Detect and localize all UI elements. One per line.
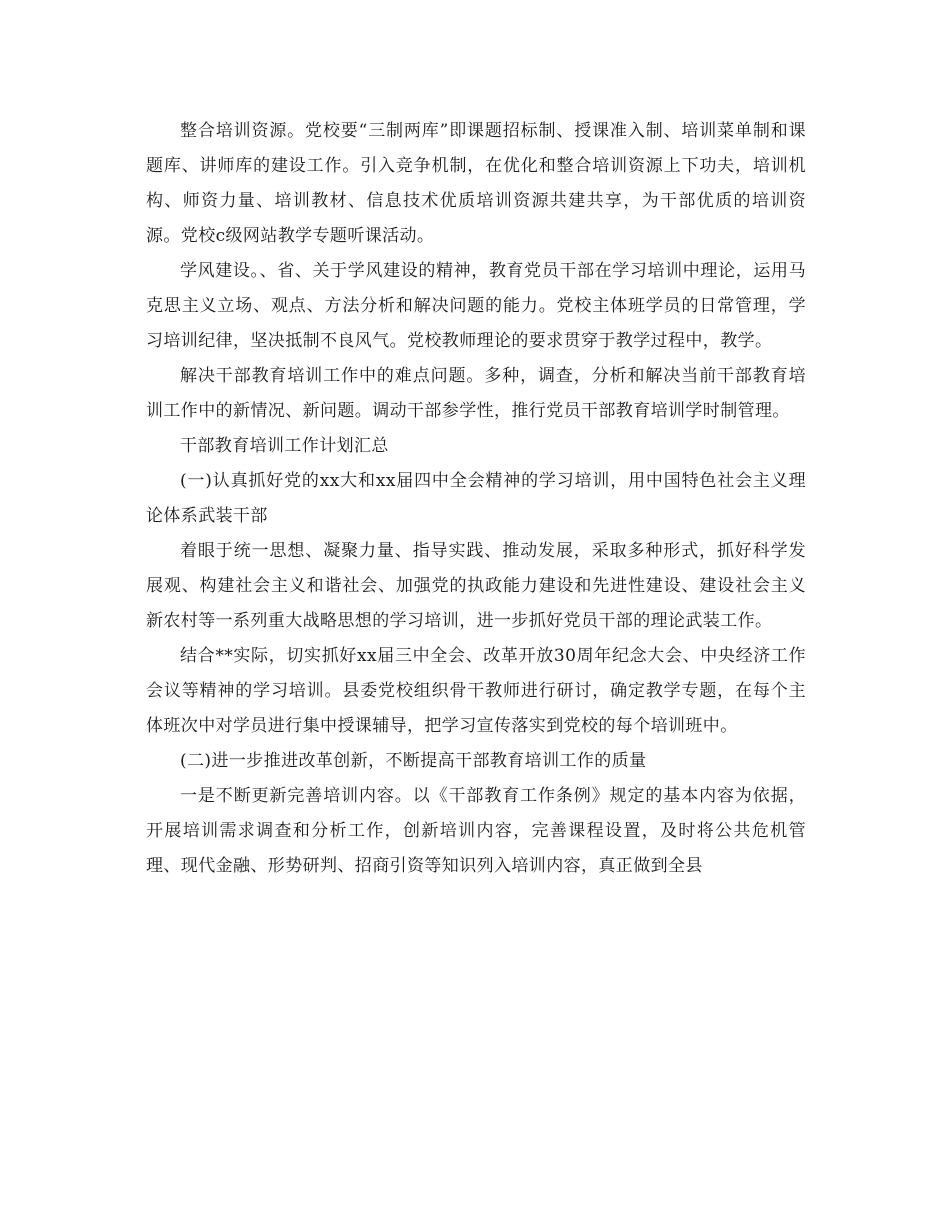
paragraph-combine-practice: 结合**实际，切实抓好xx届三中全会、改革开放30周年纪念大会、中央经济工作会议等精神的学习培训。县委党校组织骨干教师进行研讨，确定教学专题，在每个主体班次中对学员进行集中授课辅导，把学习宣传落实到党校的每个培训班中。	[146, 646, 806, 736]
paragraph-difficult-issues: 解决干部教育培训工作中的难点问题。多种，调查，分析和解决当前干部教育培训工作中的新情况、新问题。调动干部参学性，推行党员干部教育培训学时制管理。	[146, 366, 806, 421]
paragraph-theory-arming: 着眼于统一思想、凝聚力量、指导实践、推动发展，采取多种形式，抓好科学发展观、构建社会主义和谐社会、加强党的执政能力建设和先进性建设、建设社会主义新农村等一系列重大战略思想的学习培训，进一步抓好党员干部的理论武装工作。	[146, 541, 806, 631]
paragraph-update-content: 一是不断更新完善培训内容。以《干部教育工作条例》规定的基本内容为依据，开展培训需求调查和分析工作，创新培训内容，完善课程设置，及时将公共危机管理、现代金融、形势研判、招商引资等知识列入培训内容，真正做到全县	[146, 786, 806, 876]
paragraph-study-style: 学风建设。、省、关于学风建设的精神，教育党员干部在学习培训中理论，运用马克思主义立场、观点、方法分析和解决问题的能力。党校主体班学员的日常管理，学习培训纪律，坚决抵制不良风气。党校教师理论的要求贯穿于教学过程中，教学。	[146, 261, 806, 351]
section-heading-plan-summary: 干部教育培训工作计划汇总	[180, 436, 389, 456]
document-body	[146, 114, 806, 884]
section-heading-one: (一)认真抓好党的xx大和xx届四中全会精神的学习培训，用中国特色社会主义理论体系武装干部	[146, 471, 806, 526]
section-heading-two: (二)进一步推进改革创新，不断提高干部教育培训工作的质量	[180, 751, 647, 771]
paragraph-training-resources: 整合培训资源。党校要“三制两库”即课题招标制、授课准入制、培训菜单制和课题库、讲师库的建设工作。引入竞争机制，在优化和整合培训资源上下功夫，培训机构、师资力量、培训教材、信息技术优质培训资源共建共享，为干部优质的培训资源。党校c级网站教学专题听课活动。	[146, 121, 806, 246]
